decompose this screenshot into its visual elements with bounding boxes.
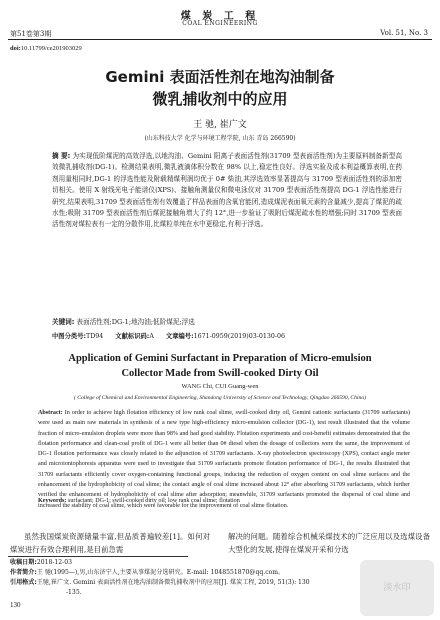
- authors-zh: 王 驰, 崔广文: [193, 120, 247, 130]
- title-en-line1: Application of Gemini Surfactant in Preparation of Micro-emulsion: [68, 353, 372, 364]
- affiliation-en: ( College of Chemical and Environmental Engineering, Shandong University of Science and Technology, Qingdao 266590, China): [74, 395, 366, 401]
- issue-right: Vol. 51, No. 3: [380, 29, 428, 37]
- abstract-en-label: Abstract:: [38, 410, 63, 416]
- keywords-en-text: surfactant; DG-1; swill-cooked dirty oil; low rank coal slime; flotation: [67, 498, 240, 504]
- authors-en: WANG Chi, CUI Guang-wen: [181, 383, 259, 390]
- author-bio-label: 作者简介:: [10, 569, 37, 576]
- abstract-zh-label: 摘 要:: [52, 152, 71, 160]
- keywords-en: [38, 498, 410, 504]
- title-zh: [0, 66, 440, 110]
- citation-continuation: -135.: [66, 589, 82, 596]
- doi-label: doi:: [10, 45, 21, 52]
- keywords-zh: [52, 316, 402, 326]
- doc-code-label: 文献标识码:: [115, 333, 150, 340]
- abstract-zh-text: 为实现低阶煤泥的高效浮选,以地沟油、Gemini 阳离子表面活性剂(31709 型表面活性剂)为主要原料制备新型高效微乳捕收剂(DG-1)。检测结果表明,微乳液滴体积分数在 98% 以上,稳定性良好。浮选实验及成本利益概算表明,在药剂用量相同时,DG-1 的浮选性能及附载精煤利润均优于 0# 柴油,其浮选效率显著提高与 31709 型表面活性剂的添加密切相关。使用 X 射线光电子能谱仪(XPS)、接触角测量仪和微电泳仪对 31709 型表面活性剂提高 DG-1 浮选性能进行研究,结果表明,31709 型表面活性剂有效覆盖了样品表面的含氧官能团,造成煤泥表面氧元素的含量减少,提高了煤泥的疏水性;吸附 31709 型表面活性剂后煤泥接触角增大了约 12°,进一步验证了吸附后煤泥疏水性的增强;同时 31709 型表面活性剂对煤粒表有一定的分散作用,比煤粒单纯在水中更稳定,有利于浮选。: [52, 152, 403, 229]
- keywords-en-label: Keywords:: [38, 498, 67, 504]
- article-number-value: 1671-0959(2019)03-0130-06: [193, 333, 286, 340]
- footnote-rule: [8, 556, 188, 557]
- title-en: [0, 351, 440, 381]
- received-value: 2018-12-03: [36, 559, 72, 566]
- abstract-en-text: In order to achieve high flotation efficiency of low rank coal slime, swill-cooked dirty oil, Gemini cationic surfactants (31709 surfactants) were used as main raw materials in synthesis of a new type high-efficiency micro-emulsion collector (DG-1), test result illustrated that the volume fraction of micro-emulsion droplets were more than 98% and had good stability. Flotation experiments and cost-benefit estimates demonstrated that the flotation performance and clean-coal profit of DG-1 were all better than 0# diesel when the dosage of collectors were the same, the improvement of DG-1 flotation performance was closely related to the adjunction of 31709 surfactants. X-ray photoelectron spectroscopy (XPS), contact angle meter and microiontophoresis apparatus were used to investigate that 31709 surfactants promote flotation performance of DG-1, the results illustrated that 31709 surfactants efficiently cover oxygen-containing functional groups, inducing the reduction of oxygen content on coal slime surfaces and the enhancement of the hydrophobicity of coal slime; the contact angle of coal slime increased about 12° after absorbing 31709 surfactants, which further verified the enhancement of hydrophobicity of coal slime after adsorption; meanwhile, 31709 surfactants promoted the dispersal of coal slime and increased the stability of coal slime, which were favorable for the improvement of coal slime flotation.: [38, 410, 410, 509]
- title-en-line2: Collector Made from Swill-cooked Dirty Oil: [121, 368, 319, 379]
- journal-title: 煤 炭 工 程: [180, 11, 260, 22]
- keywords-zh-text: 表面活性剂;DG-1;地沟油;低阶煤泥;浮选: [76, 318, 195, 326]
- journal-subtitle: COAL ENGINEERING: [182, 20, 258, 27]
- page-number: 130: [10, 601, 21, 609]
- header-rule: [8, 39, 432, 40]
- received-label: 收稿日期:: [10, 559, 37, 566]
- affiliation-zh: (山东科技大学 化学与环境工程学院, 山东 青岛 266590): [144, 135, 296, 142]
- title-zh-line1: Gemini 表面活性剂在地沟油制备: [105, 68, 335, 86]
- issue-left: 第51卷第3期: [10, 30, 52, 38]
- article-number-label: 文章编号:: [165, 333, 194, 340]
- body-text-left-column: 虽然我国煤炭资源储量丰富,但品质普遍较差[1]。如何对煤炭进行有效合理利用,是目前急需: [10, 532, 210, 554]
- body-text-right-column: 解决的问题。随着综合机械采煤技术的广泛应用以及选煤设备大型化的发展,使得在煤炭开采和分选: [228, 532, 430, 554]
- clc-label: 中图分类号:: [52, 333, 87, 340]
- author-bio-value: 王 驰(1995—),男,山东济宁人,主要从事煤泥分选研究。E-mail: 1048551870@qq.com。: [36, 569, 285, 576]
- keywords-zh-label: 关键词:: [52, 318, 75, 326]
- clc-value: TD94: [86, 333, 104, 340]
- doi[interactable]: [10, 45, 82, 52]
- citation-label: 引用格式:: [10, 579, 37, 586]
- citation-value: 王驰,崔广文. Gemini 表面活性剂在地沟油制备微乳捕收剂中的应用[J]. 煤炭工程, 2019, 51(3): 130: [36, 579, 310, 586]
- abstract-zh: [52, 151, 402, 231]
- abstract-en: [38, 408, 410, 511]
- doc-code-value: A: [149, 333, 154, 340]
- classification-line: [52, 331, 402, 340]
- title-zh-line2: 微乳捕收剂中的应用: [152, 90, 288, 108]
- watermark-overlay: 淡水印: [360, 560, 434, 616]
- doi-value[interactable]: 10.11799/ce201903029: [20, 45, 82, 52]
